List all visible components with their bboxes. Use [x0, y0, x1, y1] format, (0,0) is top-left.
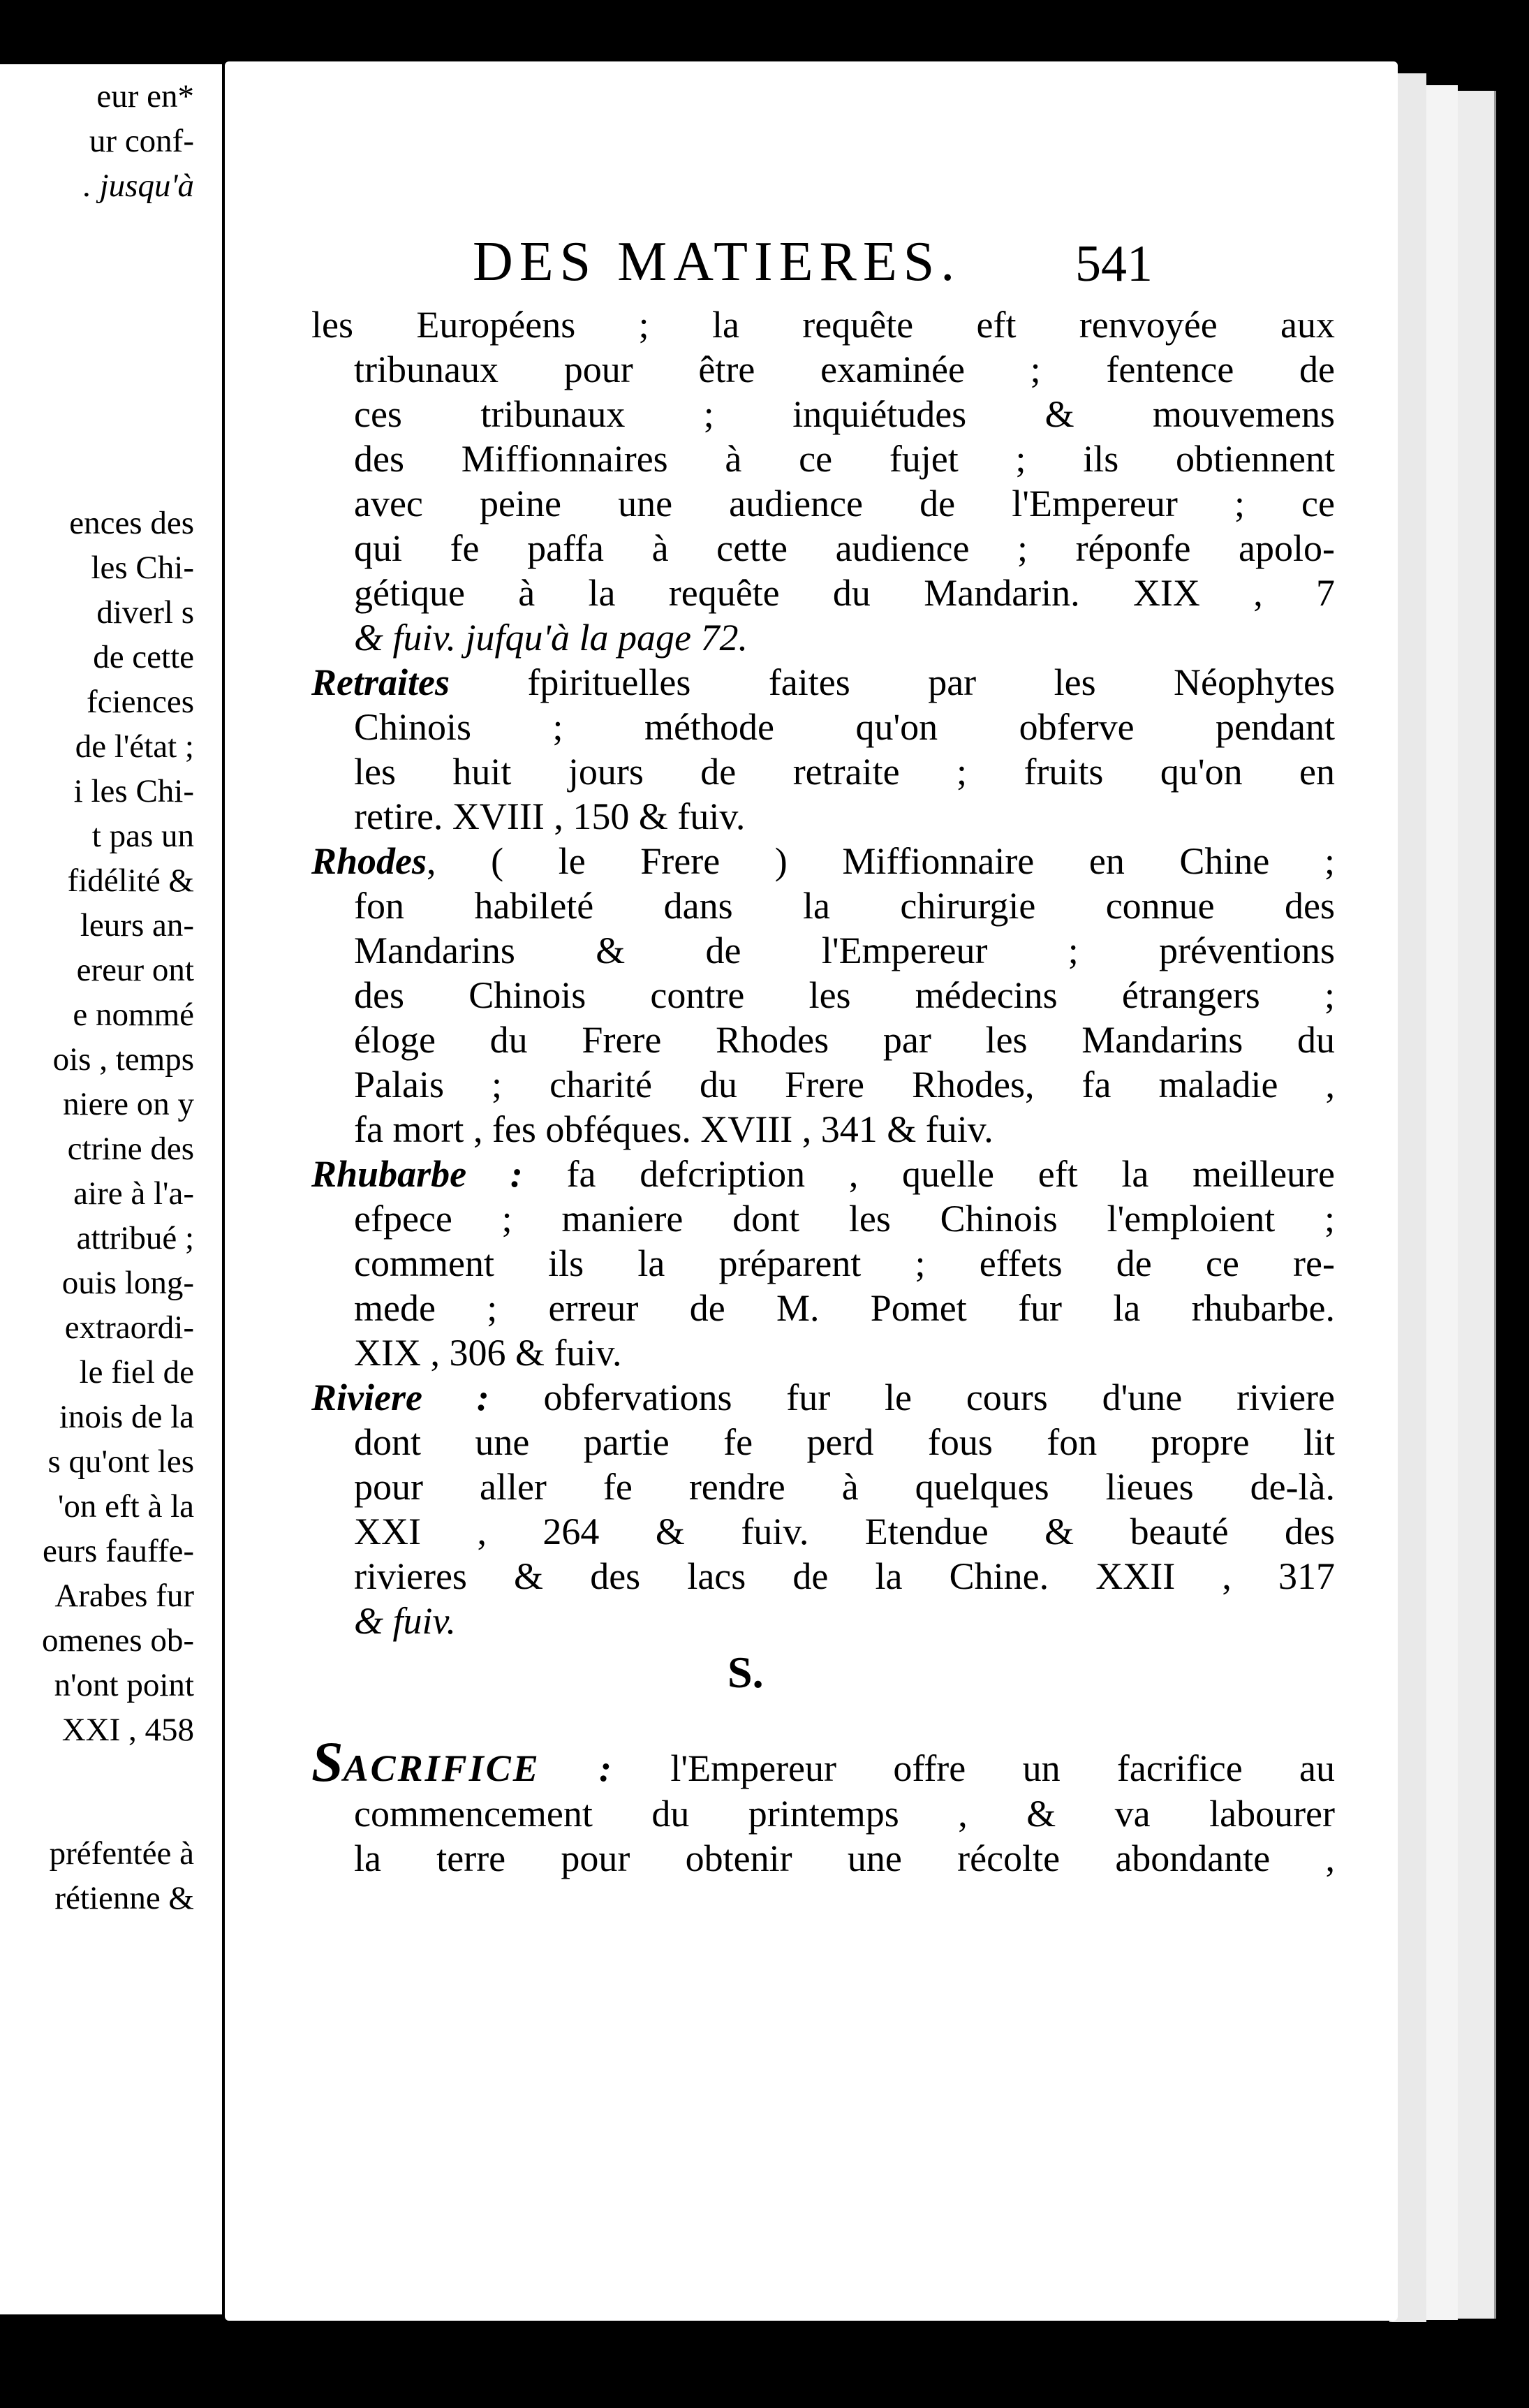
entry-line: retire. XVIII , 150 & fuiv. [354, 795, 746, 837]
left-page-line: inois de la [59, 1399, 194, 1435]
entry-line: les Européens ; la requête eft renvoyée aux [311, 304, 1335, 346]
left-page-line: de l'état ; [75, 728, 194, 765]
entry-line: des Miffionnaires à ce fujet ; ils obtiennent [354, 438, 1335, 480]
entry-line: mede ; erreur de M. Pomet fur la rhubarbe. [354, 1287, 1335, 1329]
previous-page-fragment [0, 64, 222, 2314]
left-page-line: eur en* [96, 78, 194, 115]
left-page-line: ur conf- [89, 123, 194, 159]
entry-headword: Retraites [311, 661, 450, 703]
left-page-line: 'on eft à la [57, 1488, 194, 1525]
entry-line: ces tribunaux ; inquiétudes & mouvemens [354, 393, 1335, 435]
entry-headword: ACRIFICE : [343, 1747, 614, 1789]
left-page-line: préfentée à [49, 1835, 194, 1872]
entry-line: avec peine une audience de l'Empereur ; ce [354, 483, 1335, 524]
entry-line: tribunaux pour être examinée ; fentence de [354, 348, 1335, 390]
left-page-line: omenes ob- [42, 1622, 194, 1659]
left-page-line: les Chi- [91, 550, 194, 586]
running-title: DES MATIERES. [473, 231, 961, 293]
index-entry-rhubarbe [311, 1152, 1335, 1196]
left-page-line: fidélité & [67, 862, 194, 899]
entry-line: dont une partie fe perd fous fon propre lit [354, 1421, 1335, 1463]
entry-line: pour aller fe rendre à quelques lieues de-là. [354, 1466, 1335, 1508]
entry-line: les huit jours de retraite ; fruits qu'on en [354, 751, 1335, 793]
index-entry-rhodes [311, 839, 1335, 883]
section-letter: S. [727, 1647, 764, 1697]
index-page [225, 61, 1398, 2321]
left-page-line: leurs an- [80, 907, 194, 944]
left-page-line: s qu'ont les [47, 1444, 194, 1480]
left-page-line: fciences [87, 684, 194, 720]
entry-line: XIX , 306 & fuiv. [354, 1332, 622, 1374]
entry-line: & fuiv. jufqu'à la page 72. [354, 617, 748, 659]
left-page-line: extraordi- [64, 1309, 194, 1346]
entry-line: gétique à la requête du Mandarin. XIX , 7 [354, 572, 1335, 614]
left-page-line: Arabes fur [54, 1578, 194, 1614]
entry-headword: Rhodes [311, 840, 427, 882]
left-page-line: ereur ont [76, 952, 194, 988]
entry-line: des Chinois contre les médecins étrangers ; [354, 974, 1335, 1016]
entry-headword: Riviere : [311, 1376, 489, 1418]
left-page-line: attribué ; [76, 1220, 194, 1256]
entry-line: Chinois ; méthode qu'on obferve pendant [354, 706, 1335, 748]
entry-line: XXI , 264 & fuiv. Etendue & beauté des [354, 1511, 1335, 1552]
index-entry-riviere [311, 1375, 1335, 1420]
left-page-line: diverl s [96, 594, 194, 631]
entry-line: Palais ; charité du Frere Rhodes, fa maladie , [354, 1064, 1335, 1106]
entry-line: qui fe paffa à cette audience ; réponfe apolo- [354, 527, 1335, 569]
left-page-line: e nommé [73, 997, 194, 1033]
entry-line: comment ils la préparent ; effets de ce re- [354, 1242, 1335, 1284]
left-page-line: ois , temps [52, 1041, 194, 1078]
entry-text: l'Empereur offre un facrifice au [670, 1747, 1335, 1789]
entry-text: fa defcription , quelle eft la meilleure [566, 1153, 1336, 1195]
page-number: 541 [1075, 235, 1153, 293]
left-page-line: ences des [69, 505, 194, 541]
entry-line: commencement du printemps , & va labourer [354, 1793, 1335, 1835]
page-stack-edge [1424, 85, 1458, 2320]
page-stack-edge [1456, 91, 1496, 2319]
left-page-line: ouis long- [61, 1265, 194, 1301]
entry-line: la terre pour obtenir une récolte abondante , [354, 1837, 1335, 1879]
entry-line: éloge du Frere Rhodes par les Mandarins du [354, 1019, 1335, 1061]
entry-headword: Rhubarbe : [311, 1153, 523, 1195]
left-page-line: le fiel de [79, 1354, 194, 1390]
left-page-line: n'ont point [54, 1667, 194, 1703]
left-page-line: i les Chi- [73, 773, 194, 809]
index-entry-retraites [311, 660, 1335, 705]
entry-text: fpirituelles faites par les Néophytes [527, 661, 1335, 703]
entry-text: , ( le Frere ) Miffionnaire en Chine ; [427, 840, 1335, 882]
left-page-line: aire à l'a- [73, 1175, 194, 1212]
index-entry-sacrifice [311, 1731, 1335, 1793]
entry-line: Mandarins & de l'Empereur ; préventions [354, 930, 1335, 971]
entry-text: obfervations fur le cours d'une riviere [543, 1376, 1335, 1418]
left-page-line: eurs fauffe- [42, 1533, 194, 1569]
entry-line: fon habileté dans la chirurgie connue des [354, 885, 1335, 927]
entry-line: fa mort , fes obféques. XVIII , 341 & fuiv. [354, 1108, 994, 1150]
left-page-line: de cette [93, 639, 194, 675]
left-page-line: ctrine des [67, 1131, 194, 1167]
entry-line: efpece ; maniere dont les Chinois l'emploient ; [354, 1198, 1335, 1240]
entry-line: rivieres & des lacs de la Chine. XXII , 317 [354, 1555, 1335, 1597]
entry-line: & fuiv. [354, 1600, 456, 1642]
left-page-line: XXI , 458 [61, 1712, 194, 1748]
left-page-line: rétienne & [54, 1880, 194, 1916]
left-page-line: . jusqu'à [83, 168, 194, 204]
entry-initial: S [311, 1730, 344, 1793]
left-page-line: t pas un [91, 818, 194, 854]
left-page-line: niere on y [63, 1086, 194, 1122]
